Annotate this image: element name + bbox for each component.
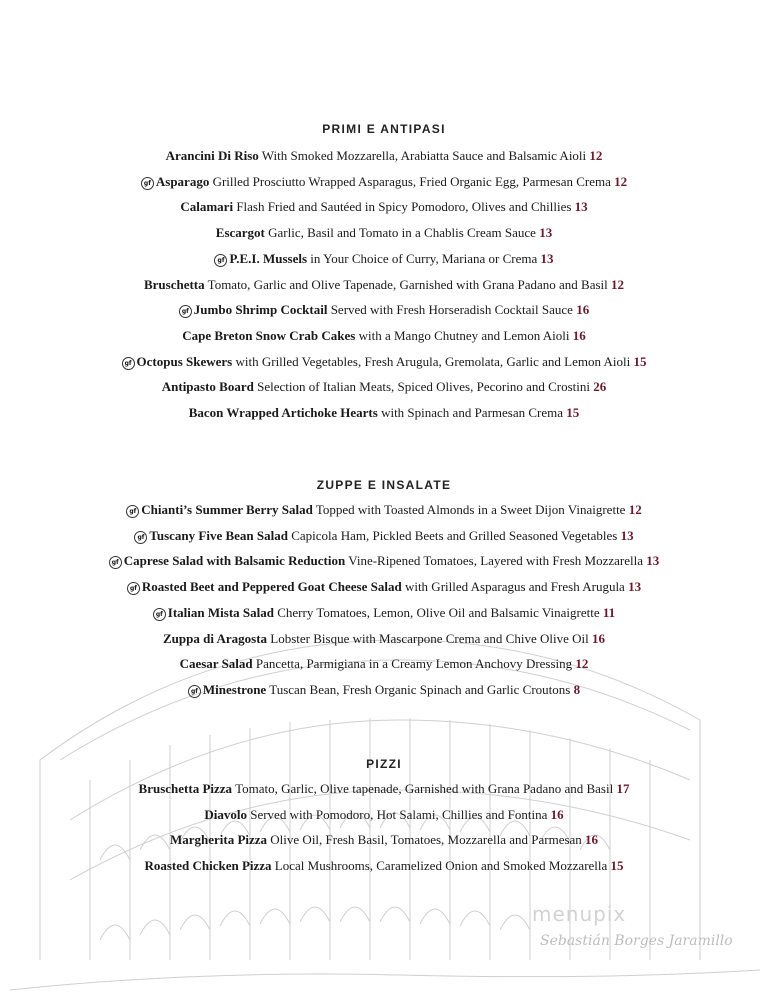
- menu-item-price: 12: [614, 173, 628, 189]
- gluten-free-icon: gf: [122, 357, 135, 370]
- menu-item-price: 16: [576, 302, 590, 318]
- menu-item-price: 15: [566, 405, 580, 420]
- section-title: PIZZI: [366, 757, 402, 771]
- menu-item-description: Tomato, Garlic and Olive Tapenade, Garnished with Grana Padano and Basil: [207, 276, 608, 292]
- menu-item-name: Bruschetta Pizza: [138, 781, 233, 796]
- menu-item-description: With Smoked Mozzarella, Arabiatta Sauce and Balsamic Aioli: [261, 148, 587, 163]
- menu-item-description: Capicola Ham, Pickled Beets and Grilled Seasoned Vegetables: [291, 527, 618, 543]
- menu-item-description: Garlic, Basil and Tomato in a Chablis Cream Sauce: [268, 225, 536, 241]
- gluten-free-icon: gf: [214, 254, 227, 267]
- menu-item: [0, 327, 768, 345]
- menu-item-name: Diavolo: [204, 806, 247, 822]
- menu-item: [0, 527, 768, 545]
- gluten-free-icon: gf: [153, 608, 166, 621]
- menu-item-description: Selection of Italian Meats, Spiced Olives, Pecorino and Crostini: [257, 379, 590, 395]
- menu-item: [0, 857, 768, 875]
- menu-item: [0, 552, 768, 570]
- menu-item: [0, 224, 768, 242]
- menu-item-price: 12: [589, 148, 603, 163]
- menu-item-description: Grilled Prosciutto Wrapped Asparagus, Fried Organic Egg, Parmesan Crema: [212, 173, 611, 189]
- menu-item-name: Antipasto Board: [161, 379, 254, 395]
- menu-item-description: Tuscan Bean, Fresh Organic Spinach and Garlic Croutons: [269, 681, 571, 697]
- menu-item: [0, 147, 768, 165]
- menu-item: [0, 780, 768, 798]
- menu-item-name: P.E.I. Mussels: [229, 250, 308, 266]
- menu-item-price: 12: [575, 656, 589, 672]
- menu-item-name: Italian Mista Salad: [167, 604, 274, 620]
- menu-item-name: Octopus Skewers: [136, 353, 233, 369]
- menu-item-description: Lobster Bisque with Mascarpone Crema and Chive Olive Oil: [270, 630, 589, 646]
- menu-item: [0, 630, 768, 648]
- artist-signature: Sebastián Borges Jaramillo: [540, 933, 733, 949]
- menu-item-description: Local Mushrooms, Caramelized Onion and Smoked Mozzarella: [274, 858, 608, 874]
- menu-item: [0, 655, 768, 673]
- menu-item-name: Roasted Chicken Pizza: [144, 858, 272, 874]
- menu-item-description: Served with Pomodoro, Hot Salami, Chillies and Fontina: [250, 806, 548, 822]
- menu-item: [0, 378, 768, 396]
- gluten-free-icon: gf: [141, 177, 154, 190]
- menupix-watermark: menupix: [532, 902, 627, 926]
- menu-item-name: Chianti’s Summer Berry Salad: [141, 502, 313, 517]
- menu-item-name: Calamari: [180, 199, 234, 215]
- menu-item-name: Arancini Di Riso: [165, 148, 259, 163]
- menu-item-name: Margherita Pizza: [169, 832, 268, 848]
- menu-item-price: 16: [585, 832, 599, 848]
- menu-item-name: Zuppa di Aragosta: [163, 630, 268, 646]
- menu-item: [0, 301, 768, 319]
- menu-item-name: Tuscany Five Bean Salad: [149, 527, 288, 543]
- menu-item-name: Bruschetta: [143, 276, 205, 292]
- menu-item-price: 12: [628, 502, 642, 517]
- section-title: PRIMI E ANTIPASI: [322, 122, 446, 136]
- menu-item: [0, 198, 768, 216]
- menu-item-name: Caesar Salad: [179, 656, 253, 672]
- menu-item-price: 16: [572, 327, 586, 343]
- menu-item-price: 15: [633, 353, 647, 369]
- menu-item-price: 26: [593, 379, 607, 395]
- menu-item: [0, 173, 768, 191]
- menu-item: [0, 276, 768, 294]
- menu-item: [0, 831, 768, 849]
- menu-item-price: 16: [591, 630, 605, 646]
- menu-item-name: Minestrone: [202, 681, 267, 697]
- menu-item-price: 13: [539, 225, 553, 241]
- menu-item-name: Cape Breton Snow Crab Cakes: [182, 327, 356, 343]
- menu-item: [0, 806, 768, 824]
- section-title: ZUPPE E INSALATE: [316, 478, 452, 492]
- menu-item-description: Olive Oil, Fresh Basil, Tomatoes, Mozzarella and Parmesan: [270, 832, 582, 848]
- menu-item-price: 17: [616, 781, 630, 796]
- menu-item-price: 13: [540, 250, 554, 266]
- menu-item-price: 11: [602, 604, 616, 620]
- gluten-free-icon: gf: [179, 305, 192, 318]
- menu-item: [0, 250, 768, 268]
- menu-item: [0, 578, 768, 596]
- menu-item-price: 16: [550, 806, 564, 822]
- menu-item-price: 13: [574, 199, 588, 215]
- menu-item-description: Vine-Ripened Tomatoes, Layered with Fresh Mozzarella: [348, 553, 644, 569]
- menu-item-name: Asparago: [155, 173, 210, 189]
- menu-item-name: Jumbo Shrimp Cocktail: [193, 302, 328, 318]
- menu-item: [0, 681, 768, 699]
- menu-item: [0, 501, 768, 519]
- gluten-free-icon: gf: [127, 582, 140, 595]
- menu-item-description: Served with Fresh Horseradish Cocktail Sauce: [330, 302, 573, 318]
- menu-item-description: in Your Choice of Curry, Mariana or Crema: [310, 250, 538, 266]
- menu-item-description: Tomato, Garlic, Olive tapenade, Garnished with Grana Padano and Basil: [235, 781, 614, 796]
- menu-item: [0, 404, 768, 422]
- menu-item-description: with Spinach and Parmesan Crema: [381, 405, 564, 420]
- menu-item-description: Flash Fried and Sautéed in Spicy Pomodoro, Olives and Chillies: [236, 199, 572, 215]
- menu-item-price: 12: [611, 276, 625, 292]
- menu-item-price: 15: [610, 858, 624, 874]
- menu-item-description: with a Mango Chutney and Lemon Aioli: [358, 327, 570, 343]
- menu-item-price: 13: [646, 553, 660, 569]
- menu-item-name: Caprese Salad with Balsamic Reduction: [123, 553, 346, 569]
- gluten-free-icon: gf: [109, 556, 122, 569]
- menu-item-price: 8: [573, 681, 581, 697]
- menu-item-name: Escargot: [215, 225, 265, 241]
- gluten-free-icon: gf: [134, 531, 147, 544]
- menu-item-description: with Grilled Asparagus and Fresh Arugula: [404, 579, 625, 595]
- menu-item-description: Topped with Toasted Almonds in a Sweet Dijon Vinaigrette: [315, 502, 626, 517]
- gluten-free-icon: gf: [126, 505, 139, 518]
- menu-item-name: Roasted Beet and Peppered Goat Cheese Salad: [141, 579, 402, 595]
- menu-item-description: Cherry Tomatoes, Lemon, Olive Oil and Balsamic Vinaigrette: [277, 604, 600, 620]
- menu-item-price: 13: [628, 579, 642, 595]
- menu-item-name: Bacon Wrapped Artichoke Hearts: [188, 405, 378, 420]
- gluten-free-icon: gf: [188, 685, 201, 698]
- menu-item: [0, 353, 768, 371]
- menu-item: [0, 604, 768, 622]
- menu-item-price: 13: [620, 527, 634, 543]
- menu-item-description: with Grilled Vegetables, Fresh Arugula, Gremolata, Garlic and Lemon Aioli: [235, 353, 631, 369]
- menu-item-description: Pancetta, Parmigiana in a Creamy Lemon Anchovy Dressing: [255, 656, 573, 672]
